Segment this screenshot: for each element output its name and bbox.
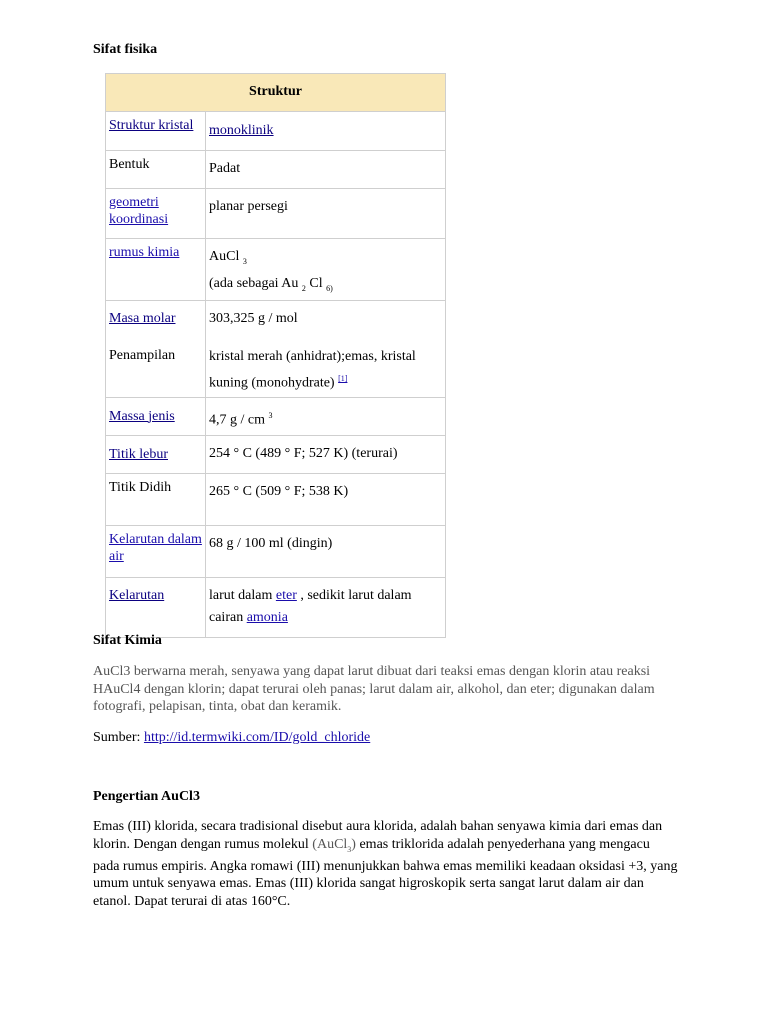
table-row <box>106 112 446 151</box>
struktur-table <box>105 73 446 638</box>
source-link[interactable]: http://id.termwiki.com/ID/gold_chloride <box>143 730 371 745</box>
cell-key: Penampilan <box>109 347 176 363</box>
table-row <box>106 239 446 301</box>
chem-paragraph: AuCl3 berwarna merah, senyawa yang dapat larut dibuat dari teaksi emas dengan klorin atau reaksi HAuCl4 dengan klorin; dapat terurai oleh panas; larut dalam air, alkohol, dan eter; digunakan dalam fotografi, pelapisan, tinta, obat dan keramik. <box>93 664 655 714</box>
heading-pengertian: Pengertian AuCl3 <box>93 789 200 804</box>
molecular-formula: (AuCl$_3$) <box>312 836 356 854</box>
cell-value: 4,7 g / cm $^3$ <box>206 397 446 435</box>
link-geometri-koordinasi[interactable]: geometri koordinasi <box>109 195 169 227</box>
cell-value: 265 ° C (509 ° F; 538 K) <box>206 473 446 525</box>
table-row <box>106 151 446 189</box>
link-titik-lebur[interactable]: Titik lebur <box>109 446 168 462</box>
cell-key: Bentuk <box>106 151 206 189</box>
table-row <box>106 473 446 525</box>
table-row <box>106 189 446 239</box>
reference-link[interactable]: [1] <box>338 373 348 383</box>
source-line <box>93 729 678 747</box>
link-struktur-kristal[interactable]: Struktur kristal <box>109 118 194 133</box>
cell-value: 68 g / 100 ml (dingin) <box>206 525 446 577</box>
cell-key: Titik Didih <box>106 473 206 525</box>
link-massa-jenis[interactable]: Massa jenis <box>109 408 175 424</box>
heading-sifat-fisika: Sifat fisika <box>93 42 158 57</box>
heading-sifat-kimia: Sifat Kimia <box>93 633 162 648</box>
table-header: Struktur <box>106 74 446 112</box>
link-monoklinik[interactable]: monoklinik <box>209 123 274 138</box>
table-header-row <box>106 74 446 112</box>
link-eter[interactable]: eter <box>275 587 297 603</box>
link-amonia[interactable]: amonia <box>246 609 288 625</box>
table-row <box>106 525 446 577</box>
definition-paragraph: Emas (III) klorida, secara tradisional disebut aura klorida, adalah bahan senyawa kimia dari emas dan klorin. Dengan dengan rumus molekul (AuCl$_3$) emas triklorida adalah penyederhana yang mengacu pada rumus empiris. Angka romawi (III) menunjukkan bahwa emas memiliki keadaan oksidasi +3, yang umum untuk senyawa emas. Emas (III) klorida sangat higroskopik serta sangat larut dalam air dan etanol. Dapat terurai di atas 160°C. <box>93 819 678 909</box>
cell-value: Padat <box>206 151 446 189</box>
cell-value: 303,325 g / mol <box>209 310 298 326</box>
cell-value: planar persegi <box>206 189 446 239</box>
source-label: Sumber: <box>93 730 141 745</box>
table-row <box>106 435 446 473</box>
table-row <box>106 577 446 637</box>
cell-value: AuCl $_3$ (ada sebagai Au $_2$ Cl $_{6)}$ <box>206 239 446 301</box>
link-kelarutan-dalam-air[interactable]: Kelarutan dalam air <box>109 531 202 564</box>
link-masa-molar[interactable]: Masa molar <box>109 310 176 326</box>
cell-value: larut dalam eter , sedikit larut dalam cairan amonia <box>206 577 446 637</box>
cell-value: kristal merah (anhidrat);emas, kristal kuning (monohydrate) [1] <box>209 348 416 391</box>
cell-value: 254 ° C (489 ° F; 527 K) (terurai) <box>206 435 446 473</box>
table-row <box>106 397 446 435</box>
link-kelarutan[interactable]: Kelarutan <box>109 587 165 603</box>
table-row <box>106 300 446 397</box>
link-rumus-kimia[interactable]: rumus kimia <box>109 245 180 260</box>
